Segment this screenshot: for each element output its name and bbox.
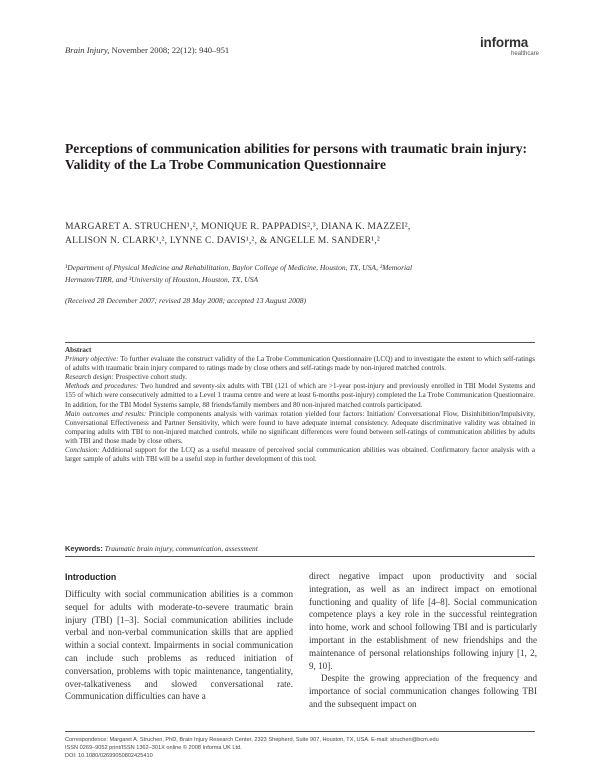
abstract-methods [65,382,535,409]
affiliations-line-2: Hermann/TIRR, and ³University of Houston, Houston, TX, USA [65,274,259,284]
abstract-block [65,346,535,464]
abstract-text: Additional support for the LCQ as a useful measure of perceived social communication abilities was obtained. Confirmatory factor analysis with a larger sample of adults with TBI will be a useful step in further development of this tool. [65,446,535,464]
abstract-top-rule [65,342,535,343]
page-footer [65,731,535,760]
abstract-label: Conclusion: [65,446,100,455]
introduction-paragraph-continued: direct negative impact upon productivity and social integration, as well as an indirect impact on emotional functioning and quality of life [4–8]. Social communication competence plays a key role in the successful reintegration into home, work and school following TBI and is particularly important in the establishment of new friendships and the maintenance of personal relationships following injury [1, 2, 9, 10]. [309,571,537,671]
abstract-text: Two hundred and seventy-six adults with TBI (121 of which are >1-year post-injury and previously enrolled in TBI Model Systems and 155 of which were consecutively admitted to a Level 1 trauma centre and were at least 6-months post-injury) completed the La Trobe Communication Questionnaire. In addition, for the TBI Model Systems sample, 88 friends/family members and 80 non-injured matched controls participated. [65,382,536,409]
abstract-label: Main outcomes and results: [65,409,147,418]
abstract-outcomes [65,410,535,446]
publisher-logo-sub: healthcare [511,51,540,57]
abstract-conclusion [65,446,535,464]
issn-line: ISSN 0269–9052 print/ISSN 1362–301X online © 2008 Informa UK Ltd. [65,745,242,751]
body-column-right [309,570,537,711]
keywords-label: Keywords: [65,544,103,553]
received-dates: (Received 28 December 2007; revised 28 May 2008; accepted 13 August 2008) [65,296,307,305]
authors-line-1: MARGARET A. STRUCHEN¹,², MONIQUE R. PAPPADIS²,³, DIANA K. MAZZEI², [65,221,411,232]
affiliations [65,262,535,285]
abstract-heading: Abstract [65,346,92,354]
doi-line: DOI: 10.1080/02699050802425410 [65,753,153,759]
abstract-primary-objective [65,355,535,373]
correspondence-note: Correspondence: Margaret A. Struchen, PhD, Brain Injury Research Center, 2323 Shepherd, Suite 907, Houston, TX, USA. E-mail: struchen@bcm.edu [65,737,439,743]
abstract-label: Primary objective: [65,355,119,364]
keywords-values: Traumatic brain injury, communication, assessment [102,544,258,553]
journal-citation [65,45,229,55]
body-column-left [65,588,293,703]
abstract-research-design [65,373,535,382]
keywords-bottom-rule [65,556,535,557]
affiliations-line-1: ¹Department of Physical Medicine and Rehabilitation, Baylor College of Medicine, Houston, TX, USA, ²Memorial [65,263,413,272]
publisher-logo [480,36,539,58]
publisher-logo-word: informa [480,35,529,50]
abstract-text: To further evaluate the construct validity of the La Trobe Communication Questionnaire (LCQ) and to investigate the extent to which self-ratings of adults with traumatic brain injury compared to ratings made by close others and self-ratings made by non-injured matched controls. [65,355,535,373]
introduction-paragraph-1: Difficulty with social communication abilities is a common sequel for adults with moderate-to-severe traumatic brain injury (TBI) [1–3]. Social communication abilities include verbal and non-verbal communication skills that are applied within a social context. Impairments in social communication can include such problems as reduced initiation of conversation, problems with topic maintenance, tangentiality, over-talkativeness and slowed conversational rate. Communication difficulties can have a [65,589,293,702]
article-title: Perceptions of communication abilities for persons with traumatic brain injury: Validity of the La Trobe Communication Questionnaire [65,141,528,173]
authors-line-2: ALLISON N. CLARK¹,², LYNNE C. DAVIS¹,², & ANGELLE M. SANDER¹,² [65,235,380,246]
abstract-text: Principle components analysis with varimax rotation yielded four factors: Initiation/ Conversational Flow, Disinhibition/Impulsivity, Conversational Effectiveness and Partner Sensitivity, which were found to have adequate internal consistency. Adequate discriminative validity was obtained in comparing adults with TBI to non-injured matched controls, while no significant differences were found between self-ratings of communication abilities by adults with TBI and those made by close others. [65,409,535,445]
abstract-label: Methods and procedures: [65,382,139,391]
keywords-line [65,544,535,553]
journal-issue: November 2008; 22(12): 940–951 [109,45,230,55]
introduction-paragraph-2: Despite the growing appreciation of the frequency and importance of social communication changes following TBI and the subsequent impact on [309,673,537,709]
abstract-text: Prospective cohort study. [113,373,188,382]
abstract-label: Research design: [65,373,114,382]
journal-name: Brain Injury, [65,45,110,55]
author-list [65,220,535,248]
introduction-heading: Introduction [65,572,117,582]
